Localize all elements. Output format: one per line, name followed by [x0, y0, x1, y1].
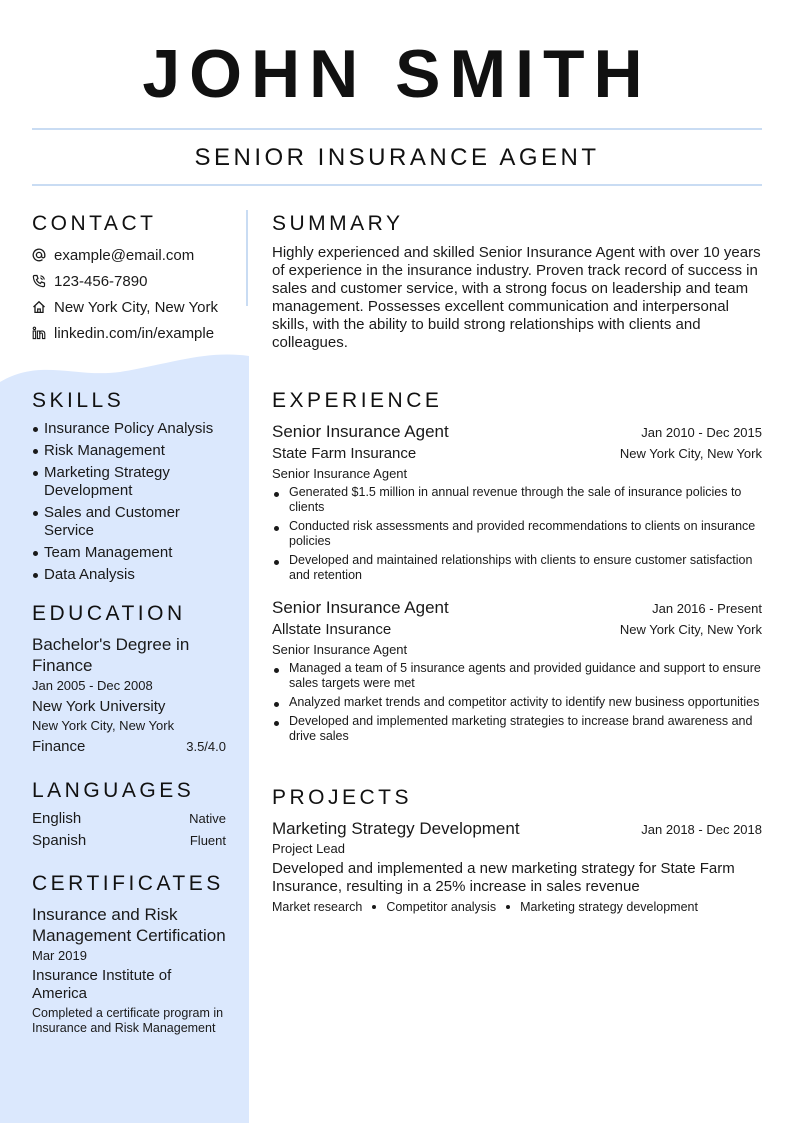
summary-section [272, 211, 762, 352]
certificates-section [32, 871, 226, 1036]
certificate-description: Completed a certificate program in Insurance and Risk Management [32, 1006, 224, 1035]
at-icon [32, 248, 54, 262]
candidate-name: JOHN SMITH [142, 36, 652, 112]
project-tag: Market research [272, 900, 363, 914]
job-entry [272, 597, 762, 744]
experience-section [272, 388, 762, 748]
skills-section [32, 388, 226, 588]
job-bullet: Conducted risk assessments and provided recommendations to clients on insurance policies [272, 519, 762, 549]
tag-separator-dot [506, 905, 510, 909]
contact-phone[interactable] [32, 268, 226, 294]
job-bullet: Managed a team of 5 insurance agents and provided guidance and support to ensure sales targets were met [272, 661, 762, 691]
job-company: State Farm Insurance [272, 445, 417, 462]
job-bullet: Developed and maintained relationships with clients to ensure customer satisfaction and retention [272, 553, 762, 583]
language-row [32, 809, 226, 829]
project-tag: Competitor analysis [386, 900, 497, 914]
summary-text: Highly experienced and skilled Senior Insurance Agent with over 10 years of experience in the insurance industry. Proven track record of success in sales and customer service, with a strong focus on leadership and team management. Possesses excellent communication and interpersonal skills, with the ability to build strong relationships with clients and colleagues. [272, 244, 761, 351]
contact-linkedin[interactable] [32, 320, 226, 346]
contact-phone-text: 123-456-7890 [54, 272, 148, 290]
project-tags [272, 899, 762, 915]
experience-heading: EXPERIENCE [272, 389, 443, 412]
project-name: Marketing Strategy Development [272, 819, 520, 838]
skill-item: Sales and Customer Service [32, 504, 226, 540]
job-bullet: Developed and implemented marketing strategies to increase brand awareness and drive sales [272, 714, 762, 744]
certificate-date: Mar 2019 [32, 948, 87, 963]
projects-heading: PROJECTS [272, 786, 413, 809]
summary-heading: SUMMARY [272, 212, 404, 235]
header-rule-top [32, 128, 762, 130]
column-divider [246, 210, 248, 306]
education-heading: EDUCATION [32, 602, 186, 625]
job-title: SENIOR INSURANCE AGENT [194, 144, 600, 171]
certificate-name: Insurance and Risk Management Certification [32, 905, 226, 945]
project-description: Developed and implemented a new marketing strategy for State Farm Insurance, resulting in a 25% increase in sales revenue [272, 860, 735, 895]
job-bullet: Generated $1.5 million in annual revenue through the sale of insurance policies to clients [272, 485, 762, 515]
education-field: Finance [32, 738, 86, 755]
language-name: English [32, 810, 82, 827]
job-bullet: Analyzed market trends and competitor activity to identify new business opportunities [272, 695, 762, 710]
skill-item: Insurance Policy Analysis [32, 420, 226, 438]
project-role: Project Lead [272, 841, 345, 856]
contact-email-text: example@email.com [54, 246, 195, 264]
project-tag: Marketing strategy development [520, 900, 698, 914]
contact-email[interactable] [32, 242, 226, 268]
projects-section [272, 785, 762, 915]
job-dates: Jan 2016 - Present [652, 601, 762, 616]
tag-separator-dot [372, 905, 376, 909]
education-dates: Jan 2005 - Dec 2008 [32, 678, 153, 693]
contact-linkedin-text: linkedin.com/in/example [54, 324, 215, 342]
language-name: Spanish [32, 832, 87, 849]
languages-heading: LANGUAGES [32, 779, 195, 802]
job-dates: Jan 2010 - Dec 2015 [641, 425, 762, 440]
contact-location-text: New York City, New York [54, 298, 218, 316]
contact-section [32, 211, 226, 346]
certificate-issuer: Insurance Institute of America [32, 967, 172, 1002]
header-rule-bottom [32, 184, 762, 186]
language-row [32, 831, 226, 851]
job-location: New York City, New York [619, 622, 762, 637]
contact-heading: CONTACT [32, 212, 157, 235]
education-school: New York University [32, 698, 166, 715]
job-entry [272, 421, 762, 583]
project-dates: Jan 2018 - Dec 2018 [641, 822, 762, 837]
linkedin-icon [32, 326, 54, 340]
skill-item: Data Analysis [32, 566, 226, 584]
education-section [32, 601, 226, 757]
skill-item: Marketing Strategy Development [32, 464, 226, 500]
job-role: Senior Insurance Agent [272, 466, 408, 481]
job-location: New York City, New York [619, 446, 762, 461]
project-entry [272, 818, 762, 915]
job-title: Senior Insurance Agent [272, 598, 449, 617]
education-gpa: 3.5/4.0 [186, 739, 226, 754]
job-company: Allstate Insurance [272, 621, 392, 638]
skill-item: Team Management [32, 544, 226, 562]
certificates-heading: CERTIFICATES [32, 872, 224, 895]
contact-location [32, 294, 226, 320]
education-location: New York City, New York [32, 718, 175, 733]
skills-heading: SKILLS [32, 389, 125, 412]
job-role: Senior Insurance Agent [272, 642, 408, 657]
skill-item: Risk Management [32, 442, 226, 460]
phone-icon [32, 274, 54, 288]
home-icon [32, 300, 54, 314]
language-level: Fluent [189, 833, 226, 848]
education-degree: Bachelor's Degree in Finance [32, 635, 190, 675]
language-level: Native [189, 811, 226, 826]
languages-section [32, 778, 226, 851]
job-title: Senior Insurance Agent [272, 422, 449, 441]
